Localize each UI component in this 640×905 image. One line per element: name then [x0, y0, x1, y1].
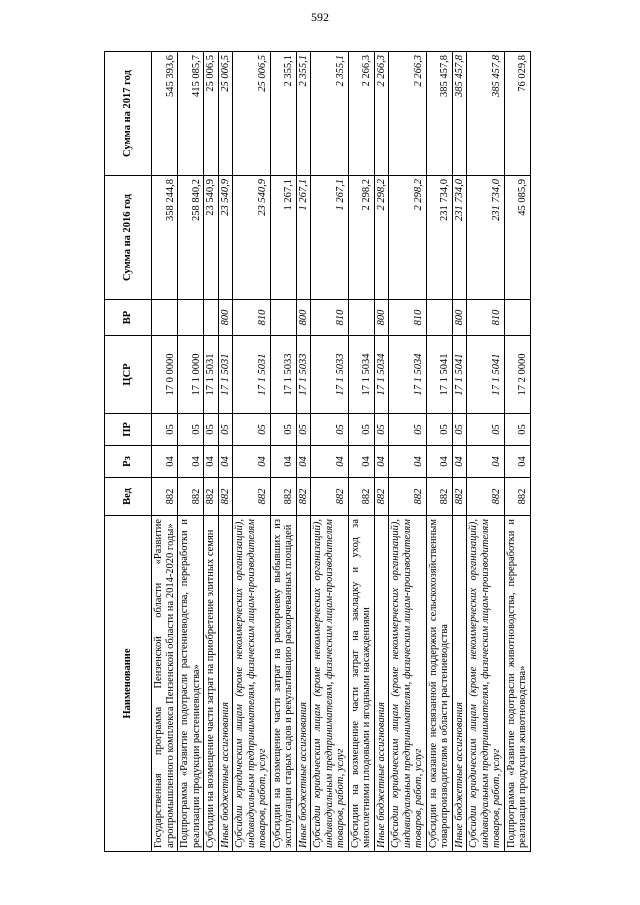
- cell-vr: [204, 300, 219, 336]
- cell-name: Субсидии юридическим лицам (кроме некоммерческих организаций), индивидуальным предпринимателям, физическим лицам-производителям товаров, работ, услуг: [389, 516, 427, 852]
- cell-rz: 04: [452, 446, 467, 478]
- cell-pr: 05: [204, 414, 219, 446]
- budget-table: [104, 51, 531, 852]
- cell-vr: [348, 300, 374, 336]
- cell-pr: 05: [348, 414, 374, 446]
- cell-sum-2017: 2 355,1: [270, 52, 296, 176]
- cell-csr: 17 1 5041: [467, 336, 505, 414]
- cell-ved: 882: [152, 478, 178, 516]
- cell-vr: 810: [233, 300, 271, 336]
- cell-sum-2016: 231 734,0: [452, 176, 467, 300]
- page-number: 592: [311, 10, 329, 24]
- cell-pr: 05: [296, 414, 311, 446]
- cell-name: Субсидии на возмещение части затрат на раскорчевку выбывших из эксплуатации старых садов и рекультивацию раскорчеванных площадей: [270, 516, 296, 852]
- table-row: [233, 52, 271, 852]
- cell-rz: 04: [504, 446, 530, 478]
- header-ved: Вед: [105, 478, 152, 516]
- header-csr: ЦСР: [105, 336, 152, 414]
- table-row: [296, 52, 311, 852]
- cell-vr: [504, 300, 530, 336]
- cell-sum-2017: 2 266,3: [348, 52, 374, 176]
- cell-sum-2016: 1 267,1: [296, 176, 311, 300]
- table-row: [452, 52, 467, 852]
- cell-sum-2017: 385 457,8: [452, 52, 467, 176]
- cell-csr: 17 0 0000: [152, 336, 178, 414]
- table-row: [348, 52, 374, 852]
- cell-name: Иные бюджетные ассигнования: [218, 516, 233, 852]
- cell-pr: 05: [233, 414, 271, 446]
- cell-pr: 05: [270, 414, 296, 446]
- cell-ved: 882: [204, 478, 219, 516]
- cell-rz: 04: [204, 446, 219, 478]
- cell-vr: 810: [311, 300, 349, 336]
- cell-rz: 04: [426, 446, 452, 478]
- cell-rz: 04: [152, 446, 178, 478]
- cell-pr: 05: [504, 414, 530, 446]
- cell-sum-2016: 258 840,2: [178, 176, 204, 300]
- cell-rz: 04: [467, 446, 505, 478]
- cell-sum-2016: 23 540,9: [233, 176, 271, 300]
- cell-csr: 17 1 5034: [348, 336, 374, 414]
- table-row: [426, 52, 452, 852]
- table-row: [467, 52, 505, 852]
- cell-csr: 17 1 5034: [389, 336, 427, 414]
- cell-vr: 800: [374, 300, 389, 336]
- cell-pr: 05: [311, 414, 349, 446]
- cell-ved: 882: [426, 478, 452, 516]
- cell-sum-2016: 23 540,9: [204, 176, 219, 300]
- table-row: [218, 52, 233, 852]
- cell-csr: 17 1 5033: [296, 336, 311, 414]
- table-row: [270, 52, 296, 852]
- cell-ved: 882: [311, 478, 349, 516]
- header-vr: ВР: [105, 300, 152, 336]
- cell-name: Субсидии на возмещение части затрат на закладку и уход за многолетними плодовыми и ягодными насаждениями: [348, 516, 374, 852]
- cell-csr: 17 1 5041: [426, 336, 452, 414]
- cell-sum-2016: 1 267,1: [311, 176, 349, 300]
- cell-sum-2016: 2 298,2: [389, 176, 427, 300]
- cell-name: Иные бюджетные ассигнования: [374, 516, 389, 852]
- cell-name: Субсидии на оказание несвязанной поддержки сельскохозяйственным товаропроизводителям в области растениеводства: [426, 516, 452, 852]
- cell-name: Субсидии на возмещение части затрат на приобретение элитных семян: [204, 516, 219, 852]
- cell-csr: 17 1 5033: [270, 336, 296, 414]
- cell-pr: 05: [426, 414, 452, 446]
- table-header-row: [105, 52, 152, 852]
- cell-ved: 882: [218, 478, 233, 516]
- cell-sum-2017: 2 266,3: [374, 52, 389, 176]
- cell-name: Субсидии юридическим лицам (кроме некоммерческих организаций), индивидуальным предпринимателям, физическим лицам-производителям товаров, работ, услуг: [467, 516, 505, 852]
- cell-sum-2016: 231 734,0: [426, 176, 452, 300]
- cell-rz: 04: [233, 446, 271, 478]
- cell-vr: 800: [218, 300, 233, 336]
- cell-ved: 882: [348, 478, 374, 516]
- table-row: [504, 52, 530, 852]
- rotated-page: [104, 52, 556, 852]
- cell-sum-2016: 2 298,2: [374, 176, 389, 300]
- cell-sum-2017: 2 355,1: [311, 52, 349, 176]
- table-row: [374, 52, 389, 852]
- cell-vr: 800: [296, 300, 311, 336]
- cell-csr: 17 2 0000: [504, 336, 530, 414]
- cell-pr: 05: [452, 414, 467, 446]
- cell-name: Субсидии юридическим лицам (кроме некоммерческих организаций), индивидуальным предпринимателям, физическим лицам-производителям товаров, работ, услуг: [311, 516, 349, 852]
- header-pr: ПР: [105, 414, 152, 446]
- cell-vr: [152, 300, 178, 336]
- cell-name: Подпрограмма «Развитие подотрасли растениеводства, переработки и реализации продукции растениеводства»: [178, 516, 204, 852]
- cell-pr: 05: [374, 414, 389, 446]
- cell-rz: 04: [270, 446, 296, 478]
- cell-rz: 04: [178, 446, 204, 478]
- cell-sum-2017: 76 029,8: [504, 52, 530, 176]
- cell-sum-2016: 1 267,1: [270, 176, 296, 300]
- cell-csr: 17 1 5041: [452, 336, 467, 414]
- cell-pr: 05: [152, 414, 178, 446]
- cell-ved: 882: [374, 478, 389, 516]
- cell-vr: [270, 300, 296, 336]
- cell-rz: 04: [311, 446, 349, 478]
- cell-pr: 05: [467, 414, 505, 446]
- cell-sum-2017: 2 266,3: [389, 52, 427, 176]
- table-body: [152, 52, 531, 852]
- cell-sum-2017: 415 085,7: [178, 52, 204, 176]
- cell-pr: 05: [389, 414, 427, 446]
- cell-csr: 17 1 5031: [204, 336, 219, 414]
- cell-rz: 04: [348, 446, 374, 478]
- cell-ved: 882: [452, 478, 467, 516]
- cell-name: Иные бюджетные ассигнования: [452, 516, 467, 852]
- cell-csr: 17 1 5031: [218, 336, 233, 414]
- cell-sum-2017: 25 006,5: [218, 52, 233, 176]
- table-row: [204, 52, 219, 852]
- table-row: [311, 52, 349, 852]
- cell-sum-2017: 545 393,6: [152, 52, 178, 176]
- table-row: [152, 52, 178, 852]
- cell-ved: 882: [270, 478, 296, 516]
- cell-name: Государственная программа Пензенской области «Развитие агропромышленного комплекса Пензенской области на 2014-2020 годы»: [152, 516, 178, 852]
- cell-vr: [426, 300, 452, 336]
- cell-csr: 17 1 5031: [233, 336, 271, 414]
- table-row: [178, 52, 204, 852]
- cell-rz: 04: [296, 446, 311, 478]
- header-rz: Рз: [105, 446, 152, 478]
- cell-sum-2017: 25 006,5: [204, 52, 219, 176]
- cell-rz: 04: [374, 446, 389, 478]
- cell-csr: 17 1 0000: [178, 336, 204, 414]
- cell-name: Подпрограмма «Развитие подотрасли животноводства, переработки и реализации продукции животноводства»: [504, 516, 530, 852]
- cell-sum-2017: 385 457,8: [467, 52, 505, 176]
- cell-sum-2016: 231 734,0: [467, 176, 505, 300]
- cell-ved: 882: [178, 478, 204, 516]
- cell-sum-2017: 385 457,8: [426, 52, 452, 176]
- cell-csr: 17 1 5033: [311, 336, 349, 414]
- cell-name: Субсидии юридическим лицам (кроме некоммерческих организаций), индивидуальным предпринимателям, физическим лицам-производителям товаров, работ, услуг: [233, 516, 271, 852]
- cell-sum-2016: 45 085,9: [504, 176, 530, 300]
- cell-sum-2016: 23 540,9: [218, 176, 233, 300]
- table-row: [389, 52, 427, 852]
- cell-vr: 810: [467, 300, 505, 336]
- cell-vr: 800: [452, 300, 467, 336]
- cell-ved: 882: [504, 478, 530, 516]
- cell-sum-2016: 2 298,2: [348, 176, 374, 300]
- header-sum-2016: Сумма на 2016 год: [105, 176, 152, 300]
- cell-pr: 05: [178, 414, 204, 446]
- cell-pr: 05: [218, 414, 233, 446]
- header-name: Наименование: [105, 516, 152, 852]
- cell-rz: 04: [218, 446, 233, 478]
- cell-ved: 882: [467, 478, 505, 516]
- cell-rz: 04: [389, 446, 427, 478]
- cell-ved: 882: [389, 478, 427, 516]
- cell-vr: [178, 300, 204, 336]
- cell-ved: 882: [233, 478, 271, 516]
- cell-sum-2017: 25 006,5: [233, 52, 271, 176]
- cell-name: Иные бюджетные ассигнования: [296, 516, 311, 852]
- cell-sum-2017: 2 355,1: [296, 52, 311, 176]
- cell-vr: 810: [389, 300, 427, 336]
- header-sum-2017: Сумма на 2017 год: [105, 52, 152, 176]
- cell-ved: 882: [296, 478, 311, 516]
- cell-sum-2016: 358 244,8: [152, 176, 178, 300]
- cell-csr: 17 1 5034: [374, 336, 389, 414]
